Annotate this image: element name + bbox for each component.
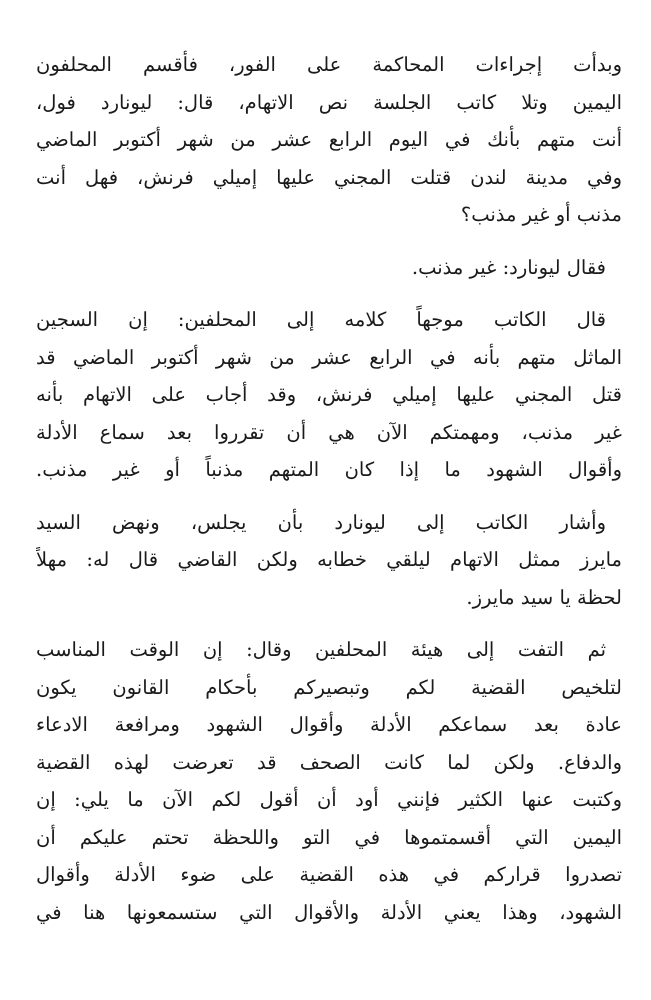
paragraph-3 bbox=[36, 301, 622, 489]
paragraph-2 bbox=[36, 249, 622, 287]
paragraph-1 bbox=[36, 46, 622, 234]
text-line: وأشار الكاتب إلى ليونارد بأن يجلس، ونهض السيد bbox=[36, 510, 606, 534]
text-line: اليمين وتلا كاتب الجلسة نص الاتهام، قال: ليونارد فول، bbox=[36, 90, 622, 114]
text-line: لتلخيص القضية لكم وتبصيركم بأحكام القانون يكون bbox=[36, 675, 622, 699]
text-line: مذنب أو غير مذنب؟ bbox=[460, 203, 622, 226]
text-line: الشهود، وهذا يعني الأدلة والأقوال التي ستسمعونها هنا في bbox=[36, 900, 622, 924]
text-line: قتل المجني عليها إميلي فرنش، وقد أجاب على الاتهام بأنه bbox=[36, 383, 622, 406]
text-line: أنت متهم بأنك في اليوم الرابع عشر من شهر أكتوبر الماضي bbox=[36, 128, 622, 151]
text-line: لحظة يا سيد مايرز. bbox=[466, 585, 622, 609]
text-line: مايرز ممثل الاتهام ليلقي خطابه ولكن القاضي قال له: مهلاً bbox=[36, 548, 622, 571]
text-line: ثم التفت إلى هيئة المحلفين وقال: إن الوقت المناسب bbox=[36, 638, 606, 661]
text-line: وكتبت عنها الكثير فإنني أود أن أقول لكم الآن ما يلي: إن bbox=[36, 788, 622, 811]
text-line: اليمين التي أقسمتموها في التو واللحظة تحتم عليكم أن bbox=[36, 825, 622, 849]
text-line: والدفاع. ولكن لما كانت الصحف قد تعرضت لهذه القضية bbox=[36, 750, 622, 774]
text-line: قال الكاتب موجهاً كلامه إلى المحلفين: إن السجين bbox=[36, 308, 606, 331]
text-line: فقال ليونارد: غير مذنب. bbox=[411, 255, 606, 279]
paragraph-5 bbox=[36, 631, 622, 931]
text-line: وأقوال الشهود ما إذا كان المتهم مذنباً أو غير مذنب. bbox=[36, 458, 622, 481]
paragraph-4 bbox=[36, 504, 622, 617]
text-line: عادة بعد سماعكم الأدلة وأقوال الشهود ومرافعة الادعاء bbox=[36, 713, 622, 736]
text-line: وبدأت إجراءات المحاكمة على الفور، فأقسم المحلفون bbox=[36, 53, 622, 76]
text-line: الماثل متهم بأنه في الرابع عشر من شهر أكتوبر الماضي قد bbox=[36, 345, 622, 369]
text-line: وفي مدينة لندن قتلت المجني عليها إميلي فرنش، فهل أنت bbox=[36, 165, 622, 189]
text-line: غير مذنب، ومهمتكم الآن هي أن تقرروا بعد سماع الأدلة bbox=[36, 420, 622, 444]
text-line: تصدروا قراركم في هذه القضية على ضوء الأدلة وأقوال bbox=[36, 863, 622, 886]
book-page-text bbox=[36, 46, 622, 946]
